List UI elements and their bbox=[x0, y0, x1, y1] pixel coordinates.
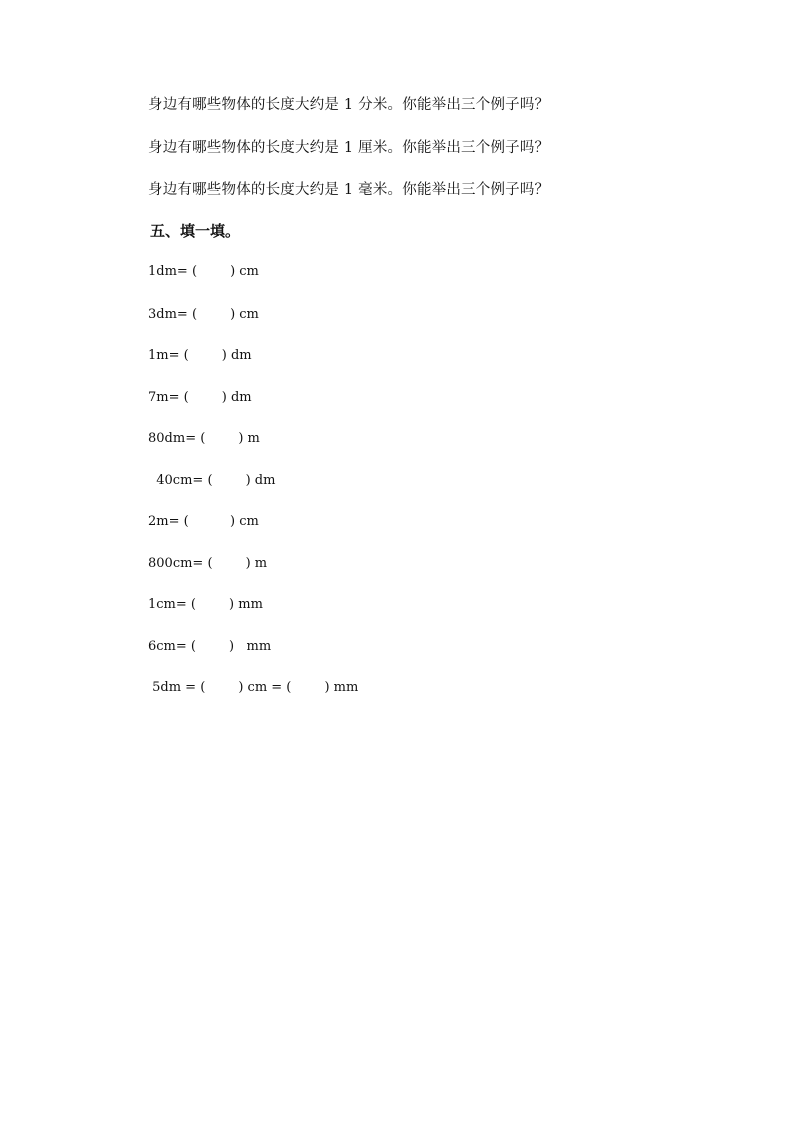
fill-item-6: 40cm= ( ) dm bbox=[148, 473, 276, 488]
fill-item-2: 3dm= ( ) cm bbox=[148, 307, 259, 322]
fill-item-5: 80dm= ( ) m bbox=[148, 431, 260, 446]
question-1dm-examples: 身边有哪些物体的长度大约是 1 分米。你能举出三个例子吗？ bbox=[148, 97, 550, 113]
fill-item-11: 5dm = ( ) cm = ( ) mm bbox=[148, 680, 359, 695]
fill-item-7: 2m= ( ) cm bbox=[148, 514, 259, 529]
question-1cm-examples: 身边有哪些物体的长度大约是 1 厘米。你能举出三个例子吗？ bbox=[148, 140, 550, 156]
fill-item-4: 7m= ( ) dm bbox=[148, 390, 252, 405]
fill-item-1: 1dm= ( ) cm bbox=[148, 264, 259, 279]
fill-item-9: 1cm= ( ) mm bbox=[148, 597, 263, 612]
fill-item-3: 1m= ( ) dm bbox=[148, 348, 252, 363]
question-1mm-examples: 身边有哪些物体的长度大约是 1 毫米。你能举出三个例子吗？ bbox=[148, 182, 550, 198]
fill-item-10: 6cm= ( ) mm bbox=[148, 639, 272, 654]
fill-item-8: 800cm= ( ) m bbox=[148, 556, 268, 571]
section-heading-fill-in: 五、填一填。 bbox=[150, 222, 241, 240]
